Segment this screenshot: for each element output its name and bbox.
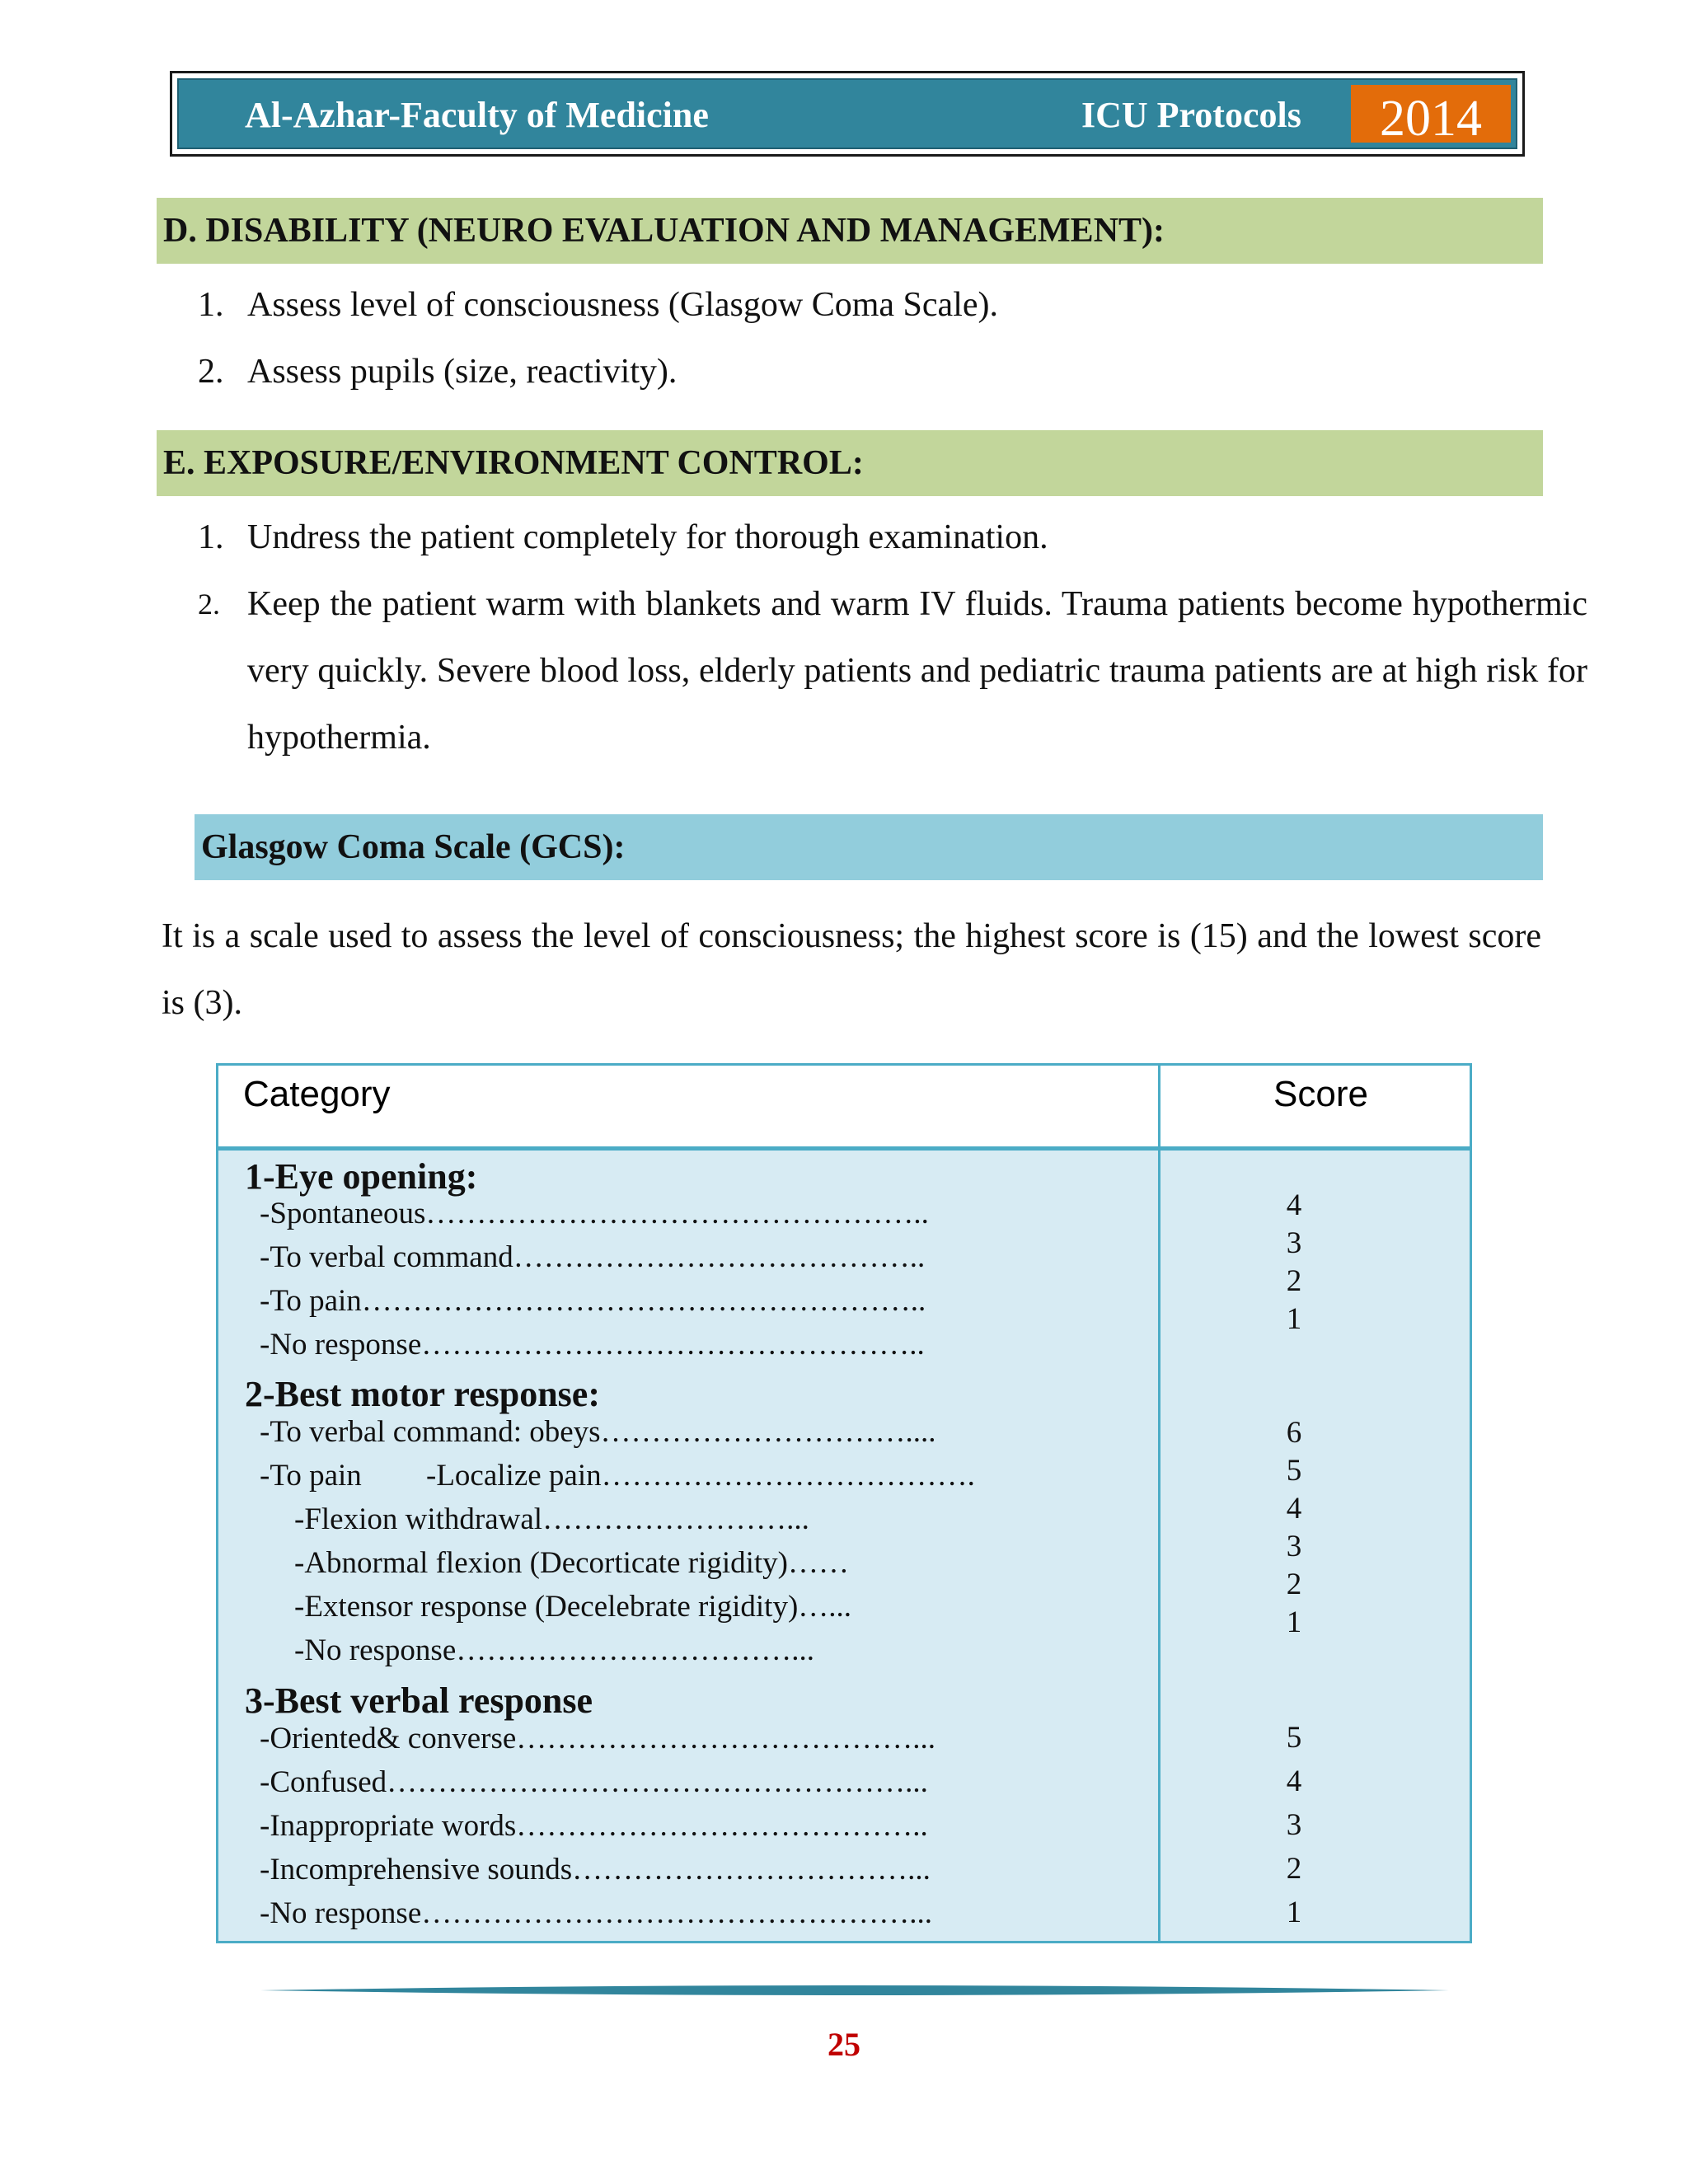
table-row: -No response……………………………...	[294, 1633, 815, 1667]
score-value: 1	[1286, 1302, 1302, 1336]
column-header-category: Category	[243, 1074, 391, 1114]
section-d-heading: D. DISABILITY (NEURO EVALUATION AND MANAGEMENT):	[157, 198, 1543, 264]
list-number: 1.	[198, 286, 224, 324]
list-number: 2.	[198, 353, 224, 391]
header-year: 2014	[1351, 85, 1511, 143]
list-item	[198, 571, 1587, 771]
verbal-response-title: 3-Best verbal response	[245, 1680, 593, 1721]
score-value: 4	[1286, 1188, 1302, 1222]
list-text: Assess level of consciousness (Glasgow Coma Scale).	[247, 286, 998, 324]
table-row: -No response…………………………………………...	[260, 1896, 933, 1930]
header-banner	[177, 78, 1517, 149]
table-row: -Spontaneous…………………………………………..	[260, 1197, 929, 1230]
page-number: 25	[828, 2026, 860, 2063]
score-value: 2	[1286, 1852, 1302, 1886]
score-value: 1	[1286, 1896, 1302, 1929]
gcs-heading: Glasgow Coma Scale (GCS):	[195, 814, 1543, 880]
table-body	[218, 1151, 1470, 1941]
score-value: 3	[1286, 1226, 1302, 1260]
score-value: 4	[1286, 1765, 1302, 1798]
table-row: -To pain………………………………………………..	[260, 1284, 926, 1318]
list-text: Assess pupils (size, reactivity).	[247, 353, 678, 391]
table-row: -Oriented& converse…………………………………...	[260, 1722, 936, 1755]
table-row: -To verbal command: obeys…………………………....	[260, 1415, 936, 1449]
table-row: -Incomprehensive sounds……………………………...	[260, 1853, 931, 1886]
score-value: 2	[1286, 1568, 1302, 1601]
column-header-score: Score	[1273, 1074, 1368, 1114]
score-value: 4	[1286, 1492, 1302, 1526]
table-row: -Inappropriate words…………………………………..	[260, 1809, 928, 1843]
score-value: 2	[1286, 1264, 1302, 1298]
table-row: -Localize pain……………………………….	[426, 1459, 975, 1493]
motor-response-title: 2-Best motor response:	[245, 1374, 600, 1414]
table-row: -Flexion withdrawal……………………...	[294, 1502, 809, 1536]
list-text: Undress the patient completely for thorough examination.	[247, 518, 1048, 556]
table-row: -Confused……………………………………………...	[260, 1765, 928, 1799]
table-row: -To verbal command…………………………………..	[260, 1240, 926, 1274]
gcs-table	[216, 1063, 1472, 1943]
header-institution: Al-Azhar-Faculty of Medicine	[245, 95, 709, 135]
table-row: -To pain	[260, 1459, 362, 1493]
score-value: 6	[1286, 1416, 1302, 1450]
score-value: 3	[1286, 1808, 1302, 1842]
page-header	[170, 71, 1525, 157]
score-value: 5	[1286, 1454, 1302, 1488]
column-divider	[1158, 1151, 1160, 1941]
footer-divider	[260, 1982, 1449, 1999]
eye-opening-title: 1-Eye opening:	[245, 1156, 478, 1197]
list-number: 1.	[198, 518, 224, 556]
section-e-heading: E. EXPOSURE/ENVIRONMENT CONTROL:	[157, 430, 1543, 496]
table-row: -No response…………………………………………..	[260, 1328, 925, 1361]
table-row: -Extensor response (Decelebrate rigidity)…...	[294, 1590, 852, 1624]
score-value: 1	[1286, 1605, 1302, 1639]
list-number: 2.	[198, 588, 220, 621]
table-row: -Abnormal flexion (Decorticate rigidity)……	[294, 1546, 849, 1580]
list-text: Keep the patient warm with blankets and warm IV fluids. Trauma patients become hypothermic very quickly. Severe blood loss, elderly patients and pediatric trauma patients are at high risk for hypothermia.	[247, 585, 1587, 757]
gcs-intro-paragraph: It is a scale used to assess the level of consciousness; the highest score is (15) and the lowest score is (3).	[162, 917, 1541, 1022]
score-value: 3	[1286, 1530, 1302, 1563]
score-value: 5	[1286, 1721, 1302, 1755]
header-document-title: ICU Protocols	[1081, 95, 1301, 135]
